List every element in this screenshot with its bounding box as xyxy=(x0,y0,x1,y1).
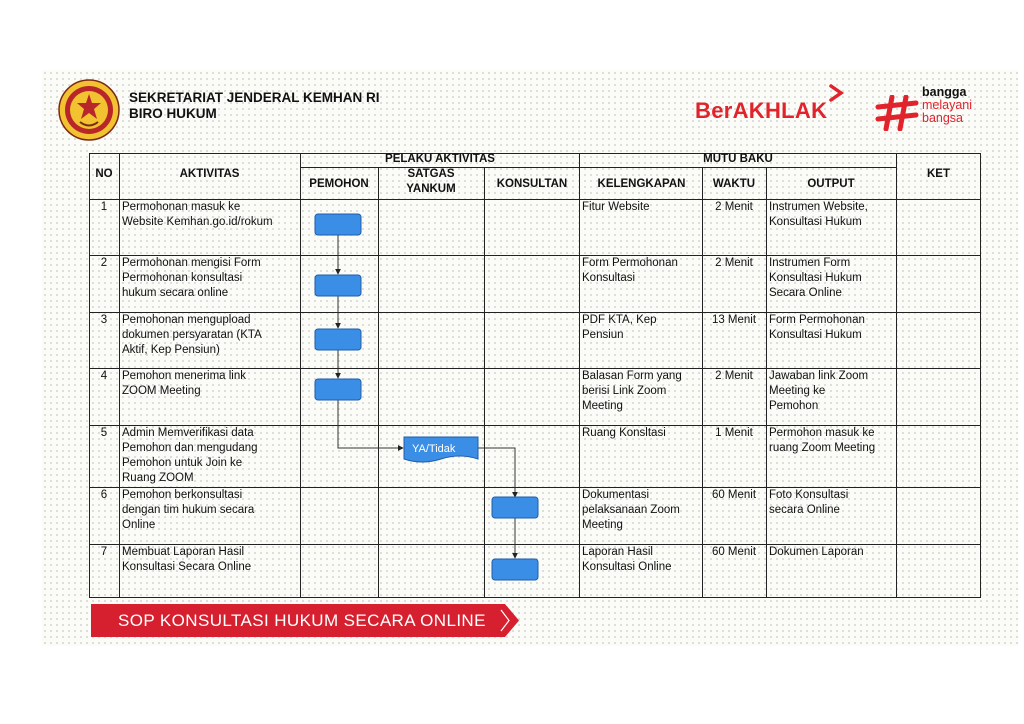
row-4-kelengkapan-line-1: Balasan Form yang xyxy=(582,370,682,382)
row-2-aktivitas-line-2: Permohonan konsultasi xyxy=(122,272,243,284)
col-header-waktu: WAKTU xyxy=(712,178,756,190)
row-3-aktivitas-line-2: dokumen persyaratan (KTA xyxy=(122,329,262,341)
row-2-output-line-2: Konsultasi Hukum xyxy=(769,272,862,284)
row-2-kelengkapan-line-1: Form Permohonan xyxy=(582,257,678,269)
process-box-6 xyxy=(492,497,538,518)
row-7-aktivitas-line-2: Konsultasi Secara Online xyxy=(122,561,252,573)
row-6-kelengkapan-line-1: Dokumentasi xyxy=(582,489,650,501)
row-1-aktivitas-line-1: Permohonan masuk ke xyxy=(122,201,241,213)
row-2-output-line-3: Secara Online xyxy=(769,287,842,299)
row-6-kelengkapan-line-2: pelaksanaan Zoom xyxy=(582,504,680,516)
col-header-pelaku: PELAKU AKTIVITAS xyxy=(385,153,495,165)
row-7-kelengkapan-line-1: Laporan Hasil xyxy=(582,546,653,558)
row-1-output-line-2: Konsultasi Hukum xyxy=(769,216,862,228)
row-5-aktivitas-line-1: Admin Memverifikasi data xyxy=(122,427,254,439)
row-6-waktu: 60 Menit xyxy=(711,489,757,501)
row-5-output-line-1: Permohon masuk ke xyxy=(769,427,875,439)
row-5-waktu: 1 Menit xyxy=(715,427,753,439)
row-3-output-line-2: Konsultasi Hukum xyxy=(769,329,862,341)
col-header-aktivitas: AKTIVITAS xyxy=(179,168,240,180)
row-5-kelengkapan-line-1: Ruang Konsltasi xyxy=(582,427,666,439)
row-3-kelengkapan-line-2: Pensiun xyxy=(582,329,624,341)
process-box-3 xyxy=(315,329,361,350)
row-7-kelengkapan-line-2: Konsultasi Online xyxy=(582,561,672,573)
row-6-aktivitas-line-2: dengan tim hukum secara xyxy=(122,504,255,516)
row-7-output-line-1: Dokumen Laporan xyxy=(769,546,864,558)
col-header-mutu: MUTU BAKU xyxy=(703,153,773,165)
row-4-aktivitas-line-2: ZOOM Meeting xyxy=(122,385,201,397)
col-header-no: NO xyxy=(95,168,113,180)
row-2-aktivitas-line-3: hukum secara online xyxy=(122,287,229,299)
flow-arrow-5-6 xyxy=(478,448,515,497)
process-box-2 xyxy=(315,275,361,296)
col-header-konsultan: KONSULTAN xyxy=(496,178,568,190)
slogan-line-1: bangga xyxy=(922,85,967,99)
row-6-aktivitas-line-3: Online xyxy=(122,519,156,531)
row-2-waktu: 2 Menit xyxy=(715,257,753,269)
row-6-output-line-2: secara Online xyxy=(769,504,840,516)
row-2-kelengkapan-line-2: Konsultasi xyxy=(582,272,636,284)
col-header-satgas-line-2: YANKUM xyxy=(406,183,456,195)
org-line-2: BIRO HUKUM xyxy=(129,106,217,121)
process-box-7 xyxy=(492,559,538,580)
berakhlak-logo-text: BerAKHLAK xyxy=(695,98,828,123)
row-4-kelengkapan-line-3: Meeting xyxy=(582,400,623,412)
sop-title: SOP KONSULTASI HUKUM SECARA ONLINE xyxy=(118,611,486,630)
slogan-line-2: melayani xyxy=(922,98,973,112)
row-1-aktivitas-line-2: Website Kemhan.go.id/rokum xyxy=(122,216,273,228)
row-5-aktivitas-line-4: Ruang ZOOM xyxy=(122,472,194,484)
process-box-1 xyxy=(315,214,361,235)
row-7-no: 7 xyxy=(100,546,108,558)
row-5-output-line-2: ruang Zoom Meeting xyxy=(769,442,876,454)
row-3-kelengkapan-line-1: PDF KTA, Kep xyxy=(582,314,657,326)
row-4-output-line-1: Jawaban link Zoom xyxy=(769,370,869,382)
col-header-satgas-line-1: SATGAS xyxy=(407,168,455,180)
row-4-output-line-2: Meeting ke xyxy=(769,385,826,397)
row-5-no: 5 xyxy=(100,427,108,439)
row-6-aktivitas-line-1: Pemohon berkonsultasi xyxy=(122,489,243,501)
row-4-output-line-3: Pemohon xyxy=(769,400,819,412)
row-5-aktivitas-line-3: Pemohon untuk Join ke xyxy=(122,457,243,469)
row-2-aktivitas-line-1: Permohonan mengisi Form xyxy=(122,257,261,269)
row-1-output-line-1: Instrumen Website, xyxy=(769,201,868,213)
row-6-kelengkapan-line-3: Meeting xyxy=(582,519,623,531)
col-header-output: OUTPUT xyxy=(807,178,855,190)
col-header-kelengkapan: KELENGKAPAN xyxy=(597,178,686,190)
org-line-1: SEKRETARIAT JENDERAL KEMHAN RI xyxy=(129,90,380,105)
row-4-aktivitas-line-1: Pemohon menerima link xyxy=(122,370,247,382)
flow-arrow-4-5 xyxy=(338,400,403,448)
row-1-kelengkapan-line-1: Fitur Website xyxy=(582,201,650,213)
row-4-waktu: 2 Menit xyxy=(715,370,753,382)
row-1-no: 1 xyxy=(100,201,108,213)
row-6-output-line-1: Foto Konsultasi xyxy=(769,489,849,501)
row-1-waktu: 2 Menit xyxy=(715,201,753,213)
row-2-output-line-1: Instrumen Form xyxy=(769,257,851,269)
row-3-aktivitas-line-3: Aktif, Kep Pensiun) xyxy=(122,344,220,356)
row-3-waktu: 13 Menit xyxy=(711,314,757,326)
row-5-aktivitas-line-2: Pemohon dan mengudang xyxy=(122,442,258,454)
process-box-4 xyxy=(315,379,361,400)
row-4-kelengkapan-line-2: berisi Link Zoom xyxy=(582,385,667,397)
row-7-aktivitas-line-1: Membuat Laporan Hasil xyxy=(122,546,245,558)
row-3-no: 3 xyxy=(100,314,108,326)
row-2-no: 2 xyxy=(100,257,108,269)
col-header-ket: KET xyxy=(927,168,950,180)
slogan-line-3: bangsa xyxy=(922,111,964,125)
col-header-pemohon: PEMOHON xyxy=(309,178,369,190)
row-3-aktivitas-line-1: Pemohonan mengupload xyxy=(122,314,251,326)
decision-label: YA/Tidak xyxy=(412,443,456,455)
row-6-no: 6 xyxy=(100,489,108,501)
row-3-output-line-1: Form Permohonan xyxy=(769,314,865,326)
row-4-no: 4 xyxy=(100,370,108,382)
row-7-waktu: 60 Menit xyxy=(711,546,757,558)
